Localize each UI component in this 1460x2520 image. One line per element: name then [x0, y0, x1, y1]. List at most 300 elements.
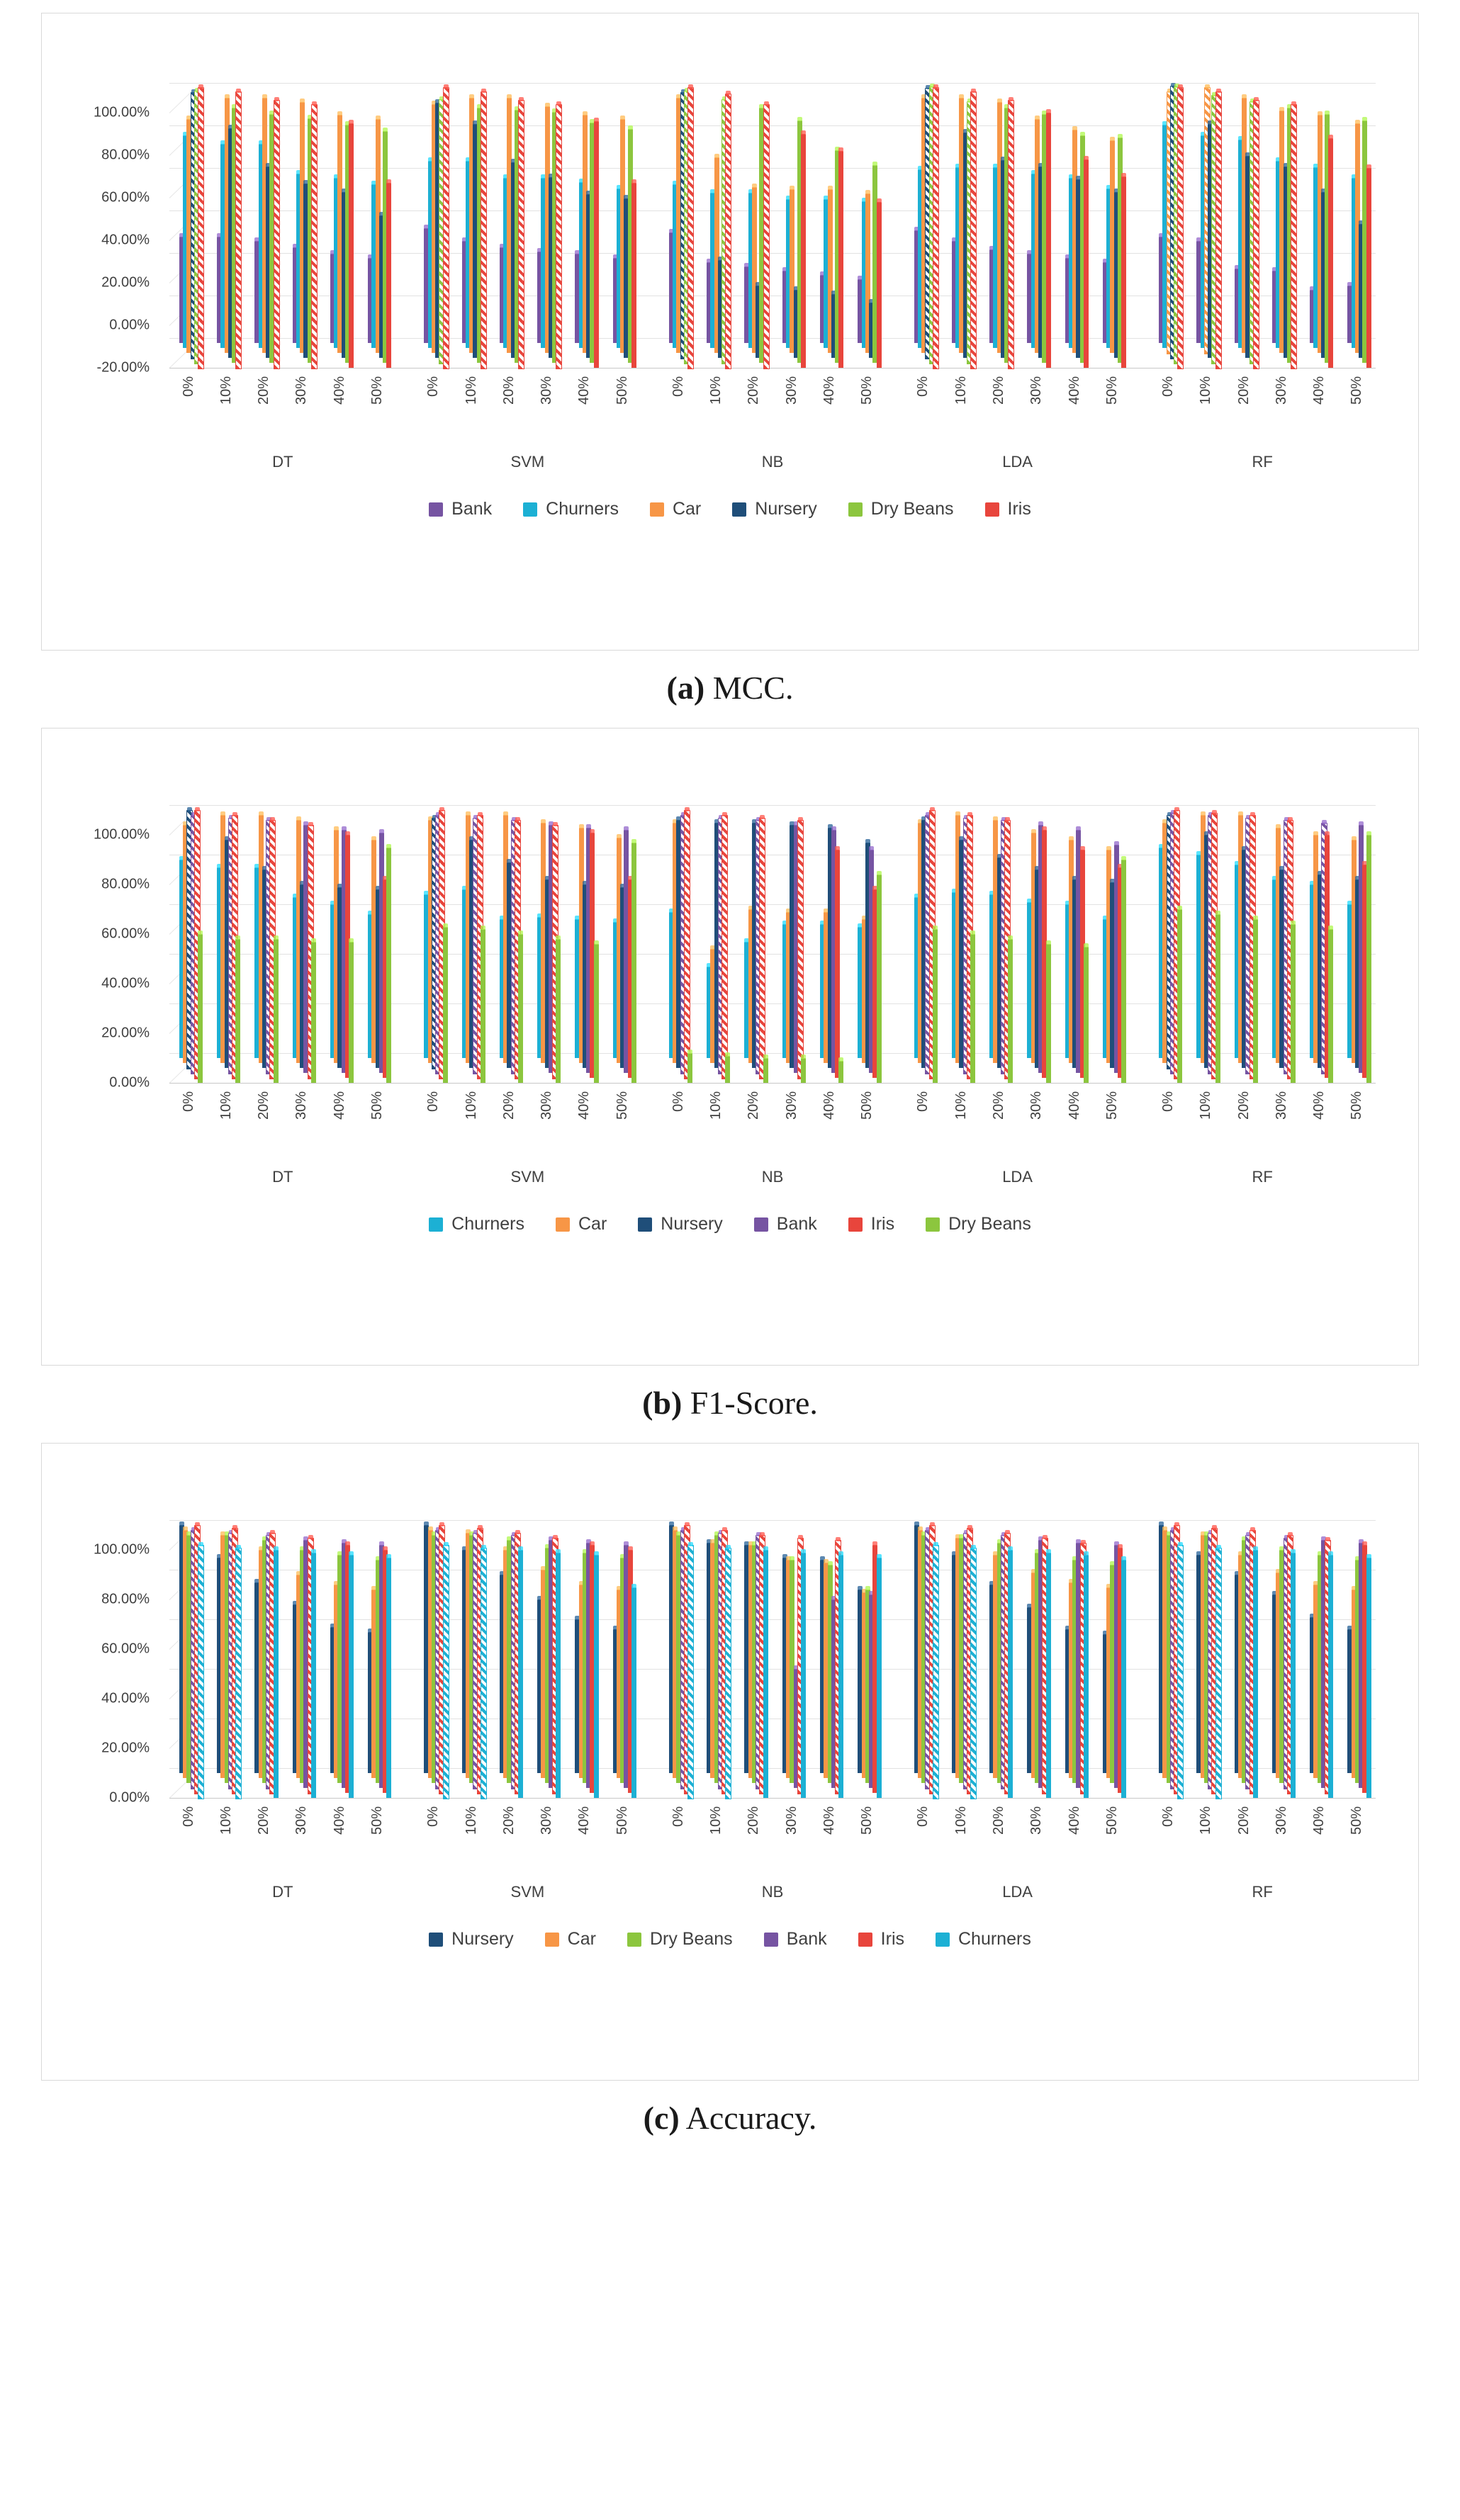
x-axis-tick-label: 10% [708, 1806, 724, 1835]
bar [1366, 1558, 1371, 1799]
group-label: RF [1252, 1883, 1273, 1901]
legend-item[interactable] [926, 1214, 1031, 1234]
y-axis-tick-label: 80.00% [101, 1591, 150, 1607]
figure-b [41, 728, 1419, 1366]
bar-top [752, 184, 757, 188]
bar-top [1201, 811, 1206, 816]
bar-top [296, 816, 301, 821]
bar [594, 944, 599, 1083]
bar [1008, 100, 1014, 369]
bar-top [270, 817, 275, 821]
bar-top [308, 1535, 313, 1539]
legend-label: Iris [880, 1929, 904, 1949]
legend-label: Car [578, 1214, 607, 1234]
x-axis-tick-label: 10% [218, 1091, 234, 1120]
legend-swatch-icon [650, 502, 664, 517]
group-label: DT [272, 453, 293, 471]
x-axis-tick-label: 40% [821, 1806, 837, 1835]
bar-top [722, 812, 727, 816]
bar [1328, 929, 1333, 1083]
x-axis-tick-label: 0% [180, 376, 196, 397]
bar [1046, 113, 1051, 368]
legend-item[interactable] [429, 1929, 514, 1950]
gridline [169, 83, 1376, 84]
bar-top [1359, 821, 1364, 826]
x-axis-tick-label: 40% [821, 376, 837, 405]
legend-item[interactable] [650, 499, 701, 519]
bar-top [763, 1546, 768, 1551]
bar-top [828, 1561, 833, 1565]
bar-top [1081, 1540, 1086, 1544]
legend-item[interactable] [429, 1214, 524, 1234]
x-axis-tick-label: 0% [425, 1806, 442, 1827]
x-axis-tick-label: 40% [576, 1806, 593, 1835]
bar [198, 87, 204, 369]
bar-top [311, 938, 316, 943]
x-axis-tick-label: 10% [1198, 1806, 1214, 1835]
bar [684, 810, 690, 1079]
bar-top [274, 935, 279, 940]
bar [556, 104, 562, 369]
x-axis-tick-label: 50% [859, 376, 875, 405]
bar-top [801, 1054, 806, 1059]
group-label: DT [272, 1883, 293, 1901]
bar-top [1254, 97, 1259, 101]
legend-item[interactable] [848, 499, 954, 519]
x-axis-tick-label: 20% [1235, 1806, 1252, 1835]
bar-top [1238, 811, 1243, 816]
bar-top [959, 94, 964, 99]
bar-top [1046, 940, 1051, 945]
bar-top [553, 822, 558, 826]
bar-top [1212, 1525, 1217, 1529]
bar-top [930, 1522, 935, 1526]
bar-top [443, 923, 448, 928]
bar-top [1355, 120, 1360, 124]
bar-top [518, 1546, 523, 1551]
x-axis-tick-label: 40% [331, 1091, 347, 1120]
figure-a-caption-prefix: (a) [666, 670, 705, 706]
bar-top [198, 930, 203, 935]
bar-top [1276, 824, 1281, 828]
bar-top [586, 824, 591, 828]
bar-top [439, 807, 444, 811]
bar-top [624, 1541, 629, 1546]
bar-top [198, 1542, 203, 1546]
bar [274, 100, 280, 369]
bar-top [518, 930, 523, 935]
bar-top [631, 839, 636, 843]
bar-top [1291, 921, 1296, 925]
bar-top [933, 1542, 938, 1546]
bar [1121, 1560, 1126, 1798]
x-axis-tick-label: 0% [915, 1806, 931, 1827]
legend-item[interactable] [936, 1929, 1031, 1950]
bar-top [274, 97, 279, 101]
bar [235, 91, 242, 369]
bar [481, 929, 485, 1083]
bar [311, 942, 316, 1084]
x-axis-tick-label: 40% [1066, 1806, 1082, 1835]
bar-top [836, 1537, 841, 1541]
bar-top [997, 99, 1002, 103]
x-axis-tick-label: 0% [1160, 1806, 1177, 1827]
bar-top [1216, 1545, 1221, 1549]
x-axis-tick-label: 0% [670, 376, 686, 397]
bar-top [379, 829, 384, 833]
bar-top [838, 1551, 843, 1556]
bar-top [1084, 1551, 1089, 1556]
bar [386, 848, 391, 1084]
figure-a [41, 13, 1419, 651]
y-axis-tick-label: 100.00% [94, 826, 150, 843]
bar [235, 1548, 242, 1800]
bar-top [1162, 1526, 1167, 1531]
bar-top [1106, 846, 1111, 850]
bar [970, 934, 975, 1083]
bar [763, 1550, 768, 1798]
bar-top [1328, 926, 1333, 930]
bar-top [760, 815, 765, 819]
y-axis-tick-label: 100.00% [94, 1541, 150, 1558]
group-label: SVM [510, 1883, 545, 1901]
bar [1253, 919, 1258, 1083]
bar-top [311, 1549, 316, 1553]
bar-top [1080, 132, 1085, 136]
bar [1328, 1555, 1333, 1798]
bar [349, 1555, 354, 1798]
bar-top [1084, 156, 1089, 160]
bar [759, 818, 765, 1080]
bar-top [673, 1526, 678, 1531]
x-axis-tick-label: 30% [1273, 1091, 1289, 1120]
bar-top [835, 846, 840, 850]
bar-top [764, 101, 769, 106]
x-axis-tick-label: 0% [670, 1091, 686, 1112]
x-axis-tick-label: 10% [218, 376, 234, 405]
x-axis-tick-label: 20% [256, 1091, 272, 1120]
bar-top [1253, 1546, 1258, 1551]
x-axis-tick-label: 50% [1104, 376, 1120, 405]
bar-top [1069, 836, 1074, 840]
legend-item[interactable] [848, 1214, 894, 1234]
bar-top [556, 101, 561, 106]
bar [721, 815, 728, 1079]
bar [556, 1553, 561, 1799]
legend-item[interactable] [627, 1929, 733, 1950]
bar [518, 100, 524, 369]
bar-top [262, 94, 267, 99]
x-axis-tick-label: 0% [425, 1091, 442, 1112]
x-axis-tick-label: 40% [1066, 376, 1082, 405]
x-axis-tick-label: 10% [708, 376, 724, 405]
bar-top [345, 1541, 350, 1546]
x-axis-tick-label: 0% [425, 376, 442, 397]
legend-item[interactable] [545, 1929, 596, 1950]
group-label: NB [761, 1168, 784, 1186]
bar-top [590, 829, 595, 833]
legend-item[interactable] [429, 499, 492, 519]
bar-top [877, 871, 882, 875]
gridline [169, 805, 1376, 806]
bar-top [872, 162, 877, 166]
y-axis-tick-label: 20.00% [101, 1740, 150, 1756]
bar-top [1118, 1544, 1123, 1548]
bar-top [967, 1525, 972, 1529]
legend-item[interactable] [556, 1214, 607, 1234]
bar-top [235, 935, 240, 940]
x-axis-tick-label: 10% [953, 1091, 969, 1120]
legend-item[interactable] [858, 1929, 904, 1950]
bar-top [1178, 1542, 1183, 1546]
bar-top [225, 94, 230, 99]
bar-top [1242, 94, 1247, 99]
bar [386, 183, 391, 368]
bar-top [620, 116, 625, 120]
bar [970, 91, 977, 369]
x-axis-tick-label: 30% [293, 1091, 310, 1120]
x-axis-tick-label: 50% [1349, 1806, 1365, 1835]
bar-top [1288, 817, 1293, 821]
bar-top [594, 1551, 599, 1556]
bar-top [1325, 1537, 1330, 1541]
bar-top [345, 831, 350, 836]
bar-top [1250, 1527, 1255, 1531]
bar-top [444, 84, 449, 89]
x-axis-tick-label: 10% [463, 1806, 479, 1835]
x-axis-tick-label: 50% [859, 1806, 875, 1835]
plot-area [42, 13, 1418, 552]
bar-top [685, 807, 690, 811]
bar-top [383, 128, 388, 132]
x-axis-line [169, 368, 1376, 369]
y-axis-tick-label: 40.00% [101, 232, 150, 248]
bar [1177, 87, 1184, 369]
bar-top [583, 111, 588, 116]
bar-top [828, 186, 833, 190]
bar [1084, 1555, 1089, 1798]
group-label: SVM [510, 453, 545, 471]
legend-label: Bank [786, 1929, 827, 1949]
legend-swatch-icon [429, 502, 443, 517]
x-axis-tick-label: 0% [915, 1091, 931, 1112]
bar-top [466, 811, 471, 816]
legend-label: Churners [546, 499, 619, 519]
y-axis-tick-label: 0.00% [109, 1074, 150, 1091]
bar-top [220, 811, 225, 816]
bar-top [1318, 111, 1323, 116]
bar-top [1121, 1556, 1126, 1560]
bar-top [1009, 97, 1013, 101]
bar-top [1352, 836, 1357, 840]
bar [933, 929, 938, 1083]
bar-top [1080, 846, 1085, 850]
bar-top [993, 816, 998, 821]
bar-top [594, 118, 599, 122]
bar [1215, 1548, 1222, 1800]
x-axis-tick-label: 0% [670, 1806, 686, 1827]
bar-top [685, 1522, 690, 1526]
bar-top [631, 1584, 636, 1588]
bar-top [1008, 1546, 1013, 1551]
bar-top [1031, 829, 1036, 833]
legend-label: Iris [1007, 499, 1031, 519]
bar-top [349, 938, 354, 943]
x-axis-tick-label: 40% [576, 1091, 593, 1120]
legend-item[interactable] [523, 499, 619, 519]
x-axis-tick-label: 20% [500, 376, 517, 405]
bar [1084, 947, 1089, 1084]
bar-top [308, 822, 313, 826]
bar-top [1121, 856, 1126, 860]
legend-swatch-icon [638, 1217, 652, 1232]
x-axis-tick-label: 50% [1104, 1806, 1120, 1835]
bar-top [383, 1546, 388, 1551]
legend-item[interactable] [754, 1214, 817, 1234]
chart-accuracy [42, 1444, 1418, 2081]
figure-b-caption-text: F1-Score. [682, 1385, 818, 1421]
bar-top [232, 812, 237, 816]
bar [1253, 100, 1259, 369]
legend-label: Car [672, 499, 702, 519]
x-axis-tick-label: 20% [746, 1806, 762, 1835]
x-axis-tick-label: 0% [1160, 1091, 1177, 1112]
bar-top [541, 819, 546, 823]
bar [763, 104, 770, 369]
chart-legend [42, 1929, 1418, 1950]
bar-top [688, 84, 693, 89]
legend-item[interactable] [764, 1929, 827, 1950]
x-axis-tick-label: 30% [539, 1091, 555, 1120]
bar-top [1084, 943, 1089, 947]
bar-top [1008, 935, 1013, 940]
bar-top [1035, 116, 1040, 120]
bar-top [955, 811, 960, 816]
bar-top [918, 1526, 923, 1531]
bar-top [232, 1525, 237, 1529]
bar-top [337, 111, 342, 116]
x-axis-tick-label: 30% [539, 376, 555, 405]
x-axis-tick-label: 20% [256, 1806, 272, 1835]
x-axis-tick-label: 30% [293, 1806, 310, 1835]
x-axis-tick-label: 50% [1349, 1091, 1365, 1120]
y-axis-tick-label: 60.00% [101, 189, 150, 206]
bar [1177, 1545, 1184, 1799]
bar-top [688, 1542, 693, 1546]
bar [481, 91, 487, 369]
y-axis-tick-label: 60.00% [101, 926, 150, 942]
legend-item[interactable] [732, 499, 817, 519]
x-axis-tick-label: 30% [1273, 376, 1289, 405]
bar-top [553, 1535, 558, 1539]
legend-item[interactable] [638, 1214, 723, 1234]
bar [518, 1550, 523, 1798]
group-label: SVM [510, 1168, 545, 1186]
bar-top [971, 89, 976, 93]
x-axis-tick-label: 0% [915, 376, 931, 397]
bar-top [1043, 1535, 1048, 1539]
bar-top [274, 1546, 279, 1551]
bar-top [1325, 111, 1330, 115]
bar-top [801, 1549, 806, 1553]
x-axis-tick-label: 10% [953, 1806, 969, 1835]
bar-top [687, 1050, 692, 1054]
bar [877, 874, 882, 1083]
bar-top [1110, 137, 1115, 141]
bar-top [725, 1052, 730, 1057]
bar-top [515, 817, 520, 821]
bar [1121, 860, 1126, 1083]
legend-label: Churners [958, 1929, 1031, 1949]
bar-top [1174, 1522, 1179, 1526]
bar [631, 183, 636, 368]
bar-top [342, 826, 347, 831]
bar-top [424, 1521, 429, 1526]
bar [1328, 138, 1333, 368]
bar [349, 942, 354, 1084]
x-axis-tick-label: 50% [614, 1806, 630, 1835]
bar [1253, 1550, 1258, 1798]
bar-top [1215, 911, 1220, 915]
bar [386, 1558, 391, 1799]
bar-top [590, 1541, 595, 1546]
bar-top [1250, 812, 1255, 816]
bar [1291, 1553, 1296, 1799]
bar [801, 1058, 806, 1083]
bar [933, 87, 939, 369]
y-axis-tick-label: 80.00% [101, 876, 150, 892]
x-axis-tick-label: 50% [369, 376, 385, 405]
x-axis-tick-label: 50% [369, 1091, 385, 1120]
bar [1008, 1550, 1013, 1798]
bar-top [726, 1545, 731, 1549]
x-axis-tick-label: 20% [990, 376, 1006, 405]
bar-top [428, 1526, 433, 1531]
bar-top [790, 186, 794, 190]
bar-top [1253, 916, 1258, 920]
bar [725, 1548, 731, 1800]
bar-top [439, 1522, 444, 1526]
bar-top [831, 826, 836, 831]
bar-top [195, 807, 200, 811]
bar [933, 1545, 939, 1799]
bar [877, 202, 882, 368]
legend-item[interactable] [985, 499, 1031, 519]
x-axis-tick-label: 20% [746, 376, 762, 405]
x-axis-tick-label: 10% [1198, 1091, 1214, 1120]
legend-swatch-icon [429, 1217, 443, 1232]
bar [198, 1545, 204, 1799]
bar-top [198, 84, 203, 89]
bar [631, 843, 636, 1084]
bar-top [1313, 831, 1318, 836]
legend-label: Churners [451, 1214, 524, 1234]
bar [1084, 159, 1089, 368]
x-axis-tick-label: 0% [1160, 376, 1177, 397]
bar-top [386, 1554, 391, 1558]
x-axis-tick-label: 10% [463, 1091, 479, 1120]
x-axis-tick-label: 30% [1028, 1091, 1045, 1120]
x-axis-tick-label: 50% [1349, 376, 1365, 405]
x-axis-tick-label: 40% [331, 1806, 347, 1835]
bar-top [507, 94, 512, 99]
x-axis-tick-label: 20% [1235, 1091, 1252, 1120]
group-label: LDA [1002, 1883, 1033, 1901]
y-axis-labels [42, 1444, 169, 1826]
bar [838, 1555, 843, 1798]
bar-top [1046, 109, 1051, 113]
chart-legend [42, 499, 1418, 519]
